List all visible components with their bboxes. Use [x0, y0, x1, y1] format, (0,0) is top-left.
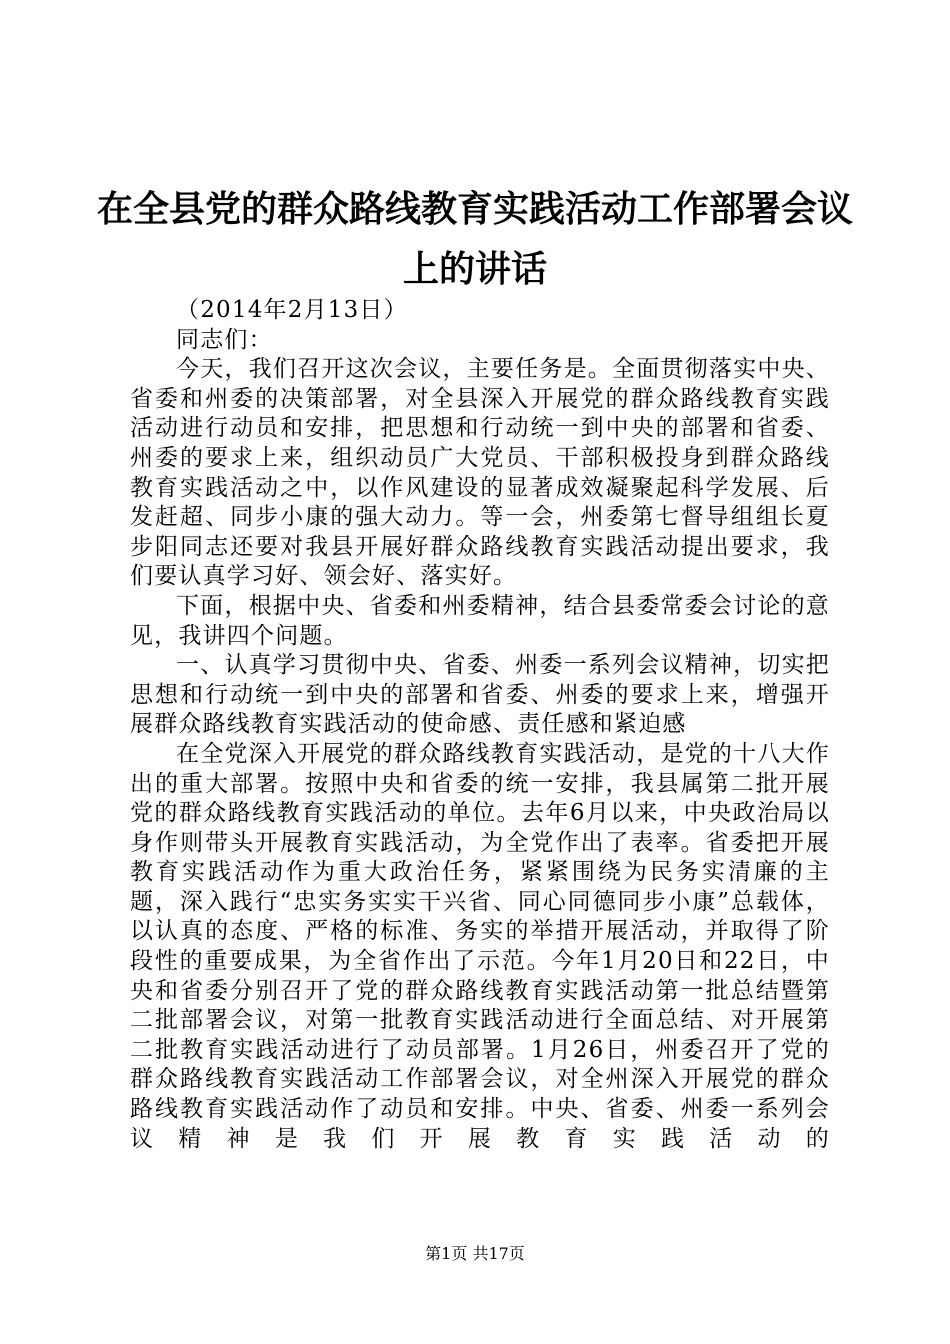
page-number: 第1页 共17页 — [425, 1244, 525, 1263]
paragraph-section-1: 在全党深入开展党的群众路线教育实践活动，是党的十八大作出的重大部署。按照中央和省委的统一安排，我县属第二批开展党的群众路线教育实践活动的单位。去年6月以来，中央政治局以身作则带头开展教育实践活动，为全党作出了表率。省委把开展教育实践活动作为重大政治任务，紧紧围绕为民务实清廉的主题，深入践行“忠实务实实干兴省、同心同德同步小康”总载体，以认真的态度、严格的标准、务实的举措开展活动，并取得了阶段性的重要成果，为全省作出了示范。今年1月20日和22日，中央和省委分别召开了党的群众路线教育实践活动第一批总结暨第二批部署会议，对第一批教育实践活动进行全面总结、对开展第二批教育实践活动进行了动员部署。1月26日，州委召开了党的群众路线教育实践活动工作部署会议，对全州深入开展党的群众路线教育实践活动作了动员和安排。中央、省委、州委一系列会议精神是我们开展教育实践活动的 — [130, 740, 830, 1152]
document-body — [130, 296, 830, 1154]
date-line: （2014年2月13日） — [176, 297, 408, 323]
section-heading-1: 一、认真学习贯彻中央、省委、州委一系列会议精神，切实把思想和行动统一到中央的部署和省委、州委的要求上来，增强开展群众路线教育实践活动的使命感、责任感和紧迫感 — [130, 652, 830, 738]
salutation: 同志们： — [176, 326, 273, 353]
document-title: 在全县党的群众路线教育实践活动工作部署会议上的讲话 — [96, 189, 853, 290]
paragraph-opening: 今天，我们召开这次会议，主要任务是。全面贯彻落实中央、省委和州委的决策部署，对全县深入开展党的群众路线教育实践活动进行动员和安排，把思想和行动统一到中央的部署和省委、州委的要求上来，组织动员广大党员、干部积极投身到群众路线教育实践活动之中，以作风建设的显著成效凝聚起科学发展、后发赶超、同步小康的强大动力。等一会，州委第七督导组组长夏步阳同志还要对我县开展好群众路线教育实践活动提出要求，我们要认真学习好、领会好、落实好。 — [130, 356, 830, 590]
paragraph-outline: 下面，根据中央、省委和州委精神，结合县委常委会讨论的意见，我讲四个问题。 — [130, 592, 830, 649]
